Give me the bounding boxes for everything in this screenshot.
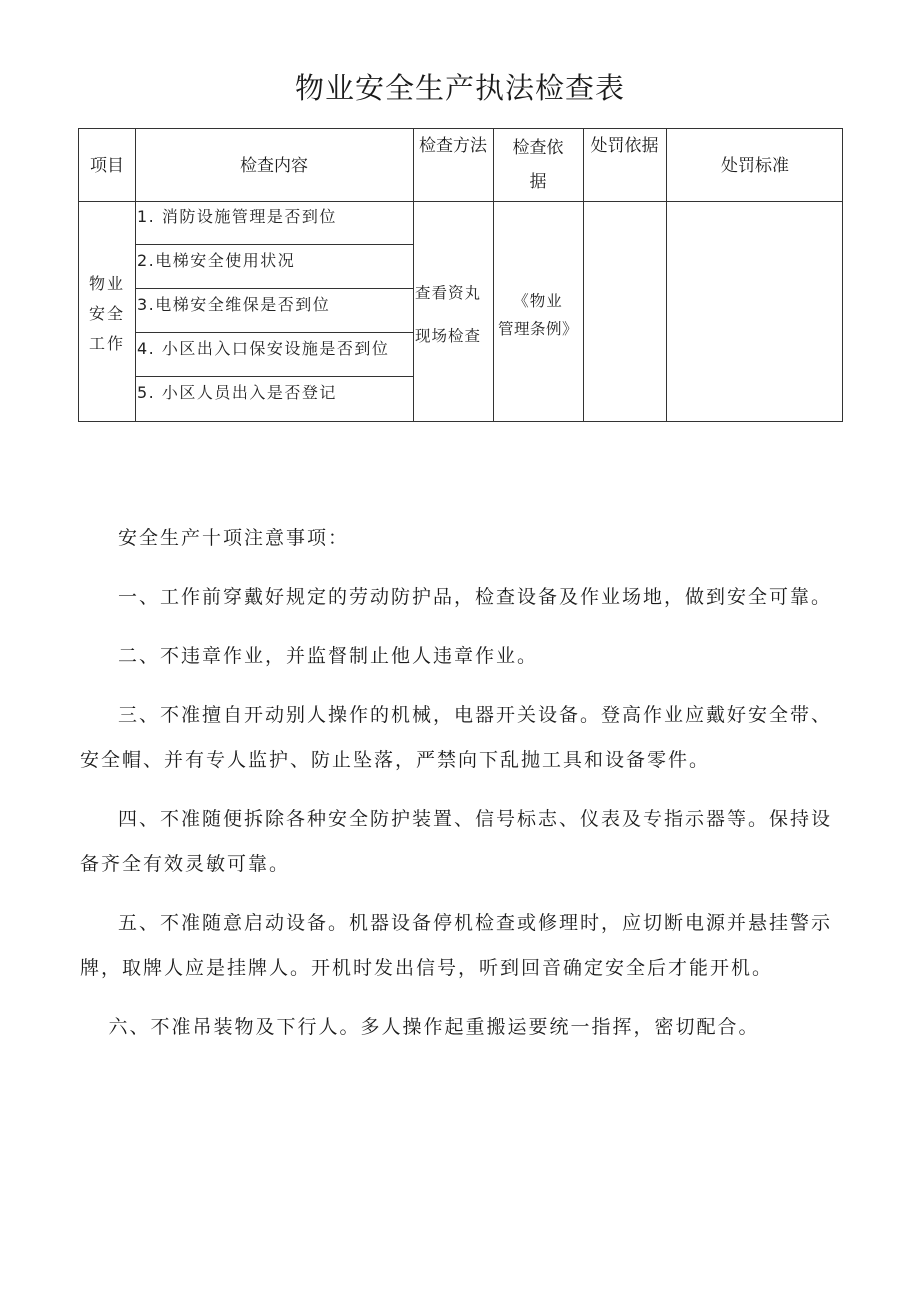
content-row-divider (135, 288, 413, 289)
header-divider (79, 201, 842, 202)
note-paragraph: 六、不准吊装物及下行人。多人操作起重搬运要统一指挥，密切配合。 (108, 1016, 760, 1038)
header-basis-line1: 检查依 (512, 138, 564, 158)
page-title: 物业安全生产执法检查表 (294, 71, 625, 105)
note-paragraph: 三、不准擅自开动别人操作的机械，电器开关设备。登高作业应戴好安全带、安全帽、并有专人监护、防止坠落，严禁向下乱抛工具和设备零件。 (80, 704, 833, 771)
header-item: 项目 (90, 156, 124, 176)
column-divider (413, 129, 414, 421)
inspection-table (78, 128, 843, 422)
content-item: 3.电梯安全维保是否到位 (137, 295, 331, 314)
header-basis-line2: 据 (529, 172, 547, 192)
content-item: 4. 小区出入口保安设施是否到位 (137, 339, 390, 358)
basis-cell-line: 管理条例》 (497, 320, 578, 338)
notes-heading: 安全生产十项注意事项： (118, 527, 350, 549)
method-cell-line: 查看资丸 (415, 284, 482, 302)
safety-notes (80, 516, 850, 1064)
item-cell-line: 物业 (88, 274, 125, 293)
note-paragraph: 五、不准随意启动设备。机器设备停机检查或修理时，应切断电源并悬挂警示牌，取牌人应是挂牌人。开机时发出信号，听到回音确定安全后才能开机。 (80, 912, 833, 979)
note-paragraph: 二、不违章作业，并监督制止他人违章作业。 (118, 645, 539, 667)
content-item: 2.电梯安全使用状况 (137, 251, 296, 270)
content-row-divider (135, 244, 413, 245)
method-cell-line: 现场检查 (415, 327, 482, 345)
content-row-divider (135, 332, 413, 333)
column-divider (583, 129, 584, 421)
note-paragraph: 四、不准随便拆除各种安全防护装置、信号标志、仪表及专指示器等。保持设备齐全有效灵敏可靠。 (80, 808, 833, 875)
item-cell-line: 工作 (88, 334, 125, 353)
basis-cell-line: 《物业 (513, 292, 563, 310)
note-paragraph: 一、工作前穿戴好规定的劳动防护品，检查设备及作业场地，做到安全可靠。 (118, 586, 833, 608)
content-item: 5. 小区人员出入是否登记 (137, 383, 337, 402)
header-penalty-basis: 处罚依据 (590, 136, 659, 156)
header-method: 检查方法 (419, 136, 487, 156)
header-penalty-standard: 处罚标准 (721, 156, 789, 176)
item-cell-line: 安全 (88, 304, 125, 323)
content-row-divider (135, 376, 413, 377)
content-item: 1. 消防设施管理是否到位 (137, 207, 337, 226)
header-content: 检查内容 (240, 156, 308, 176)
